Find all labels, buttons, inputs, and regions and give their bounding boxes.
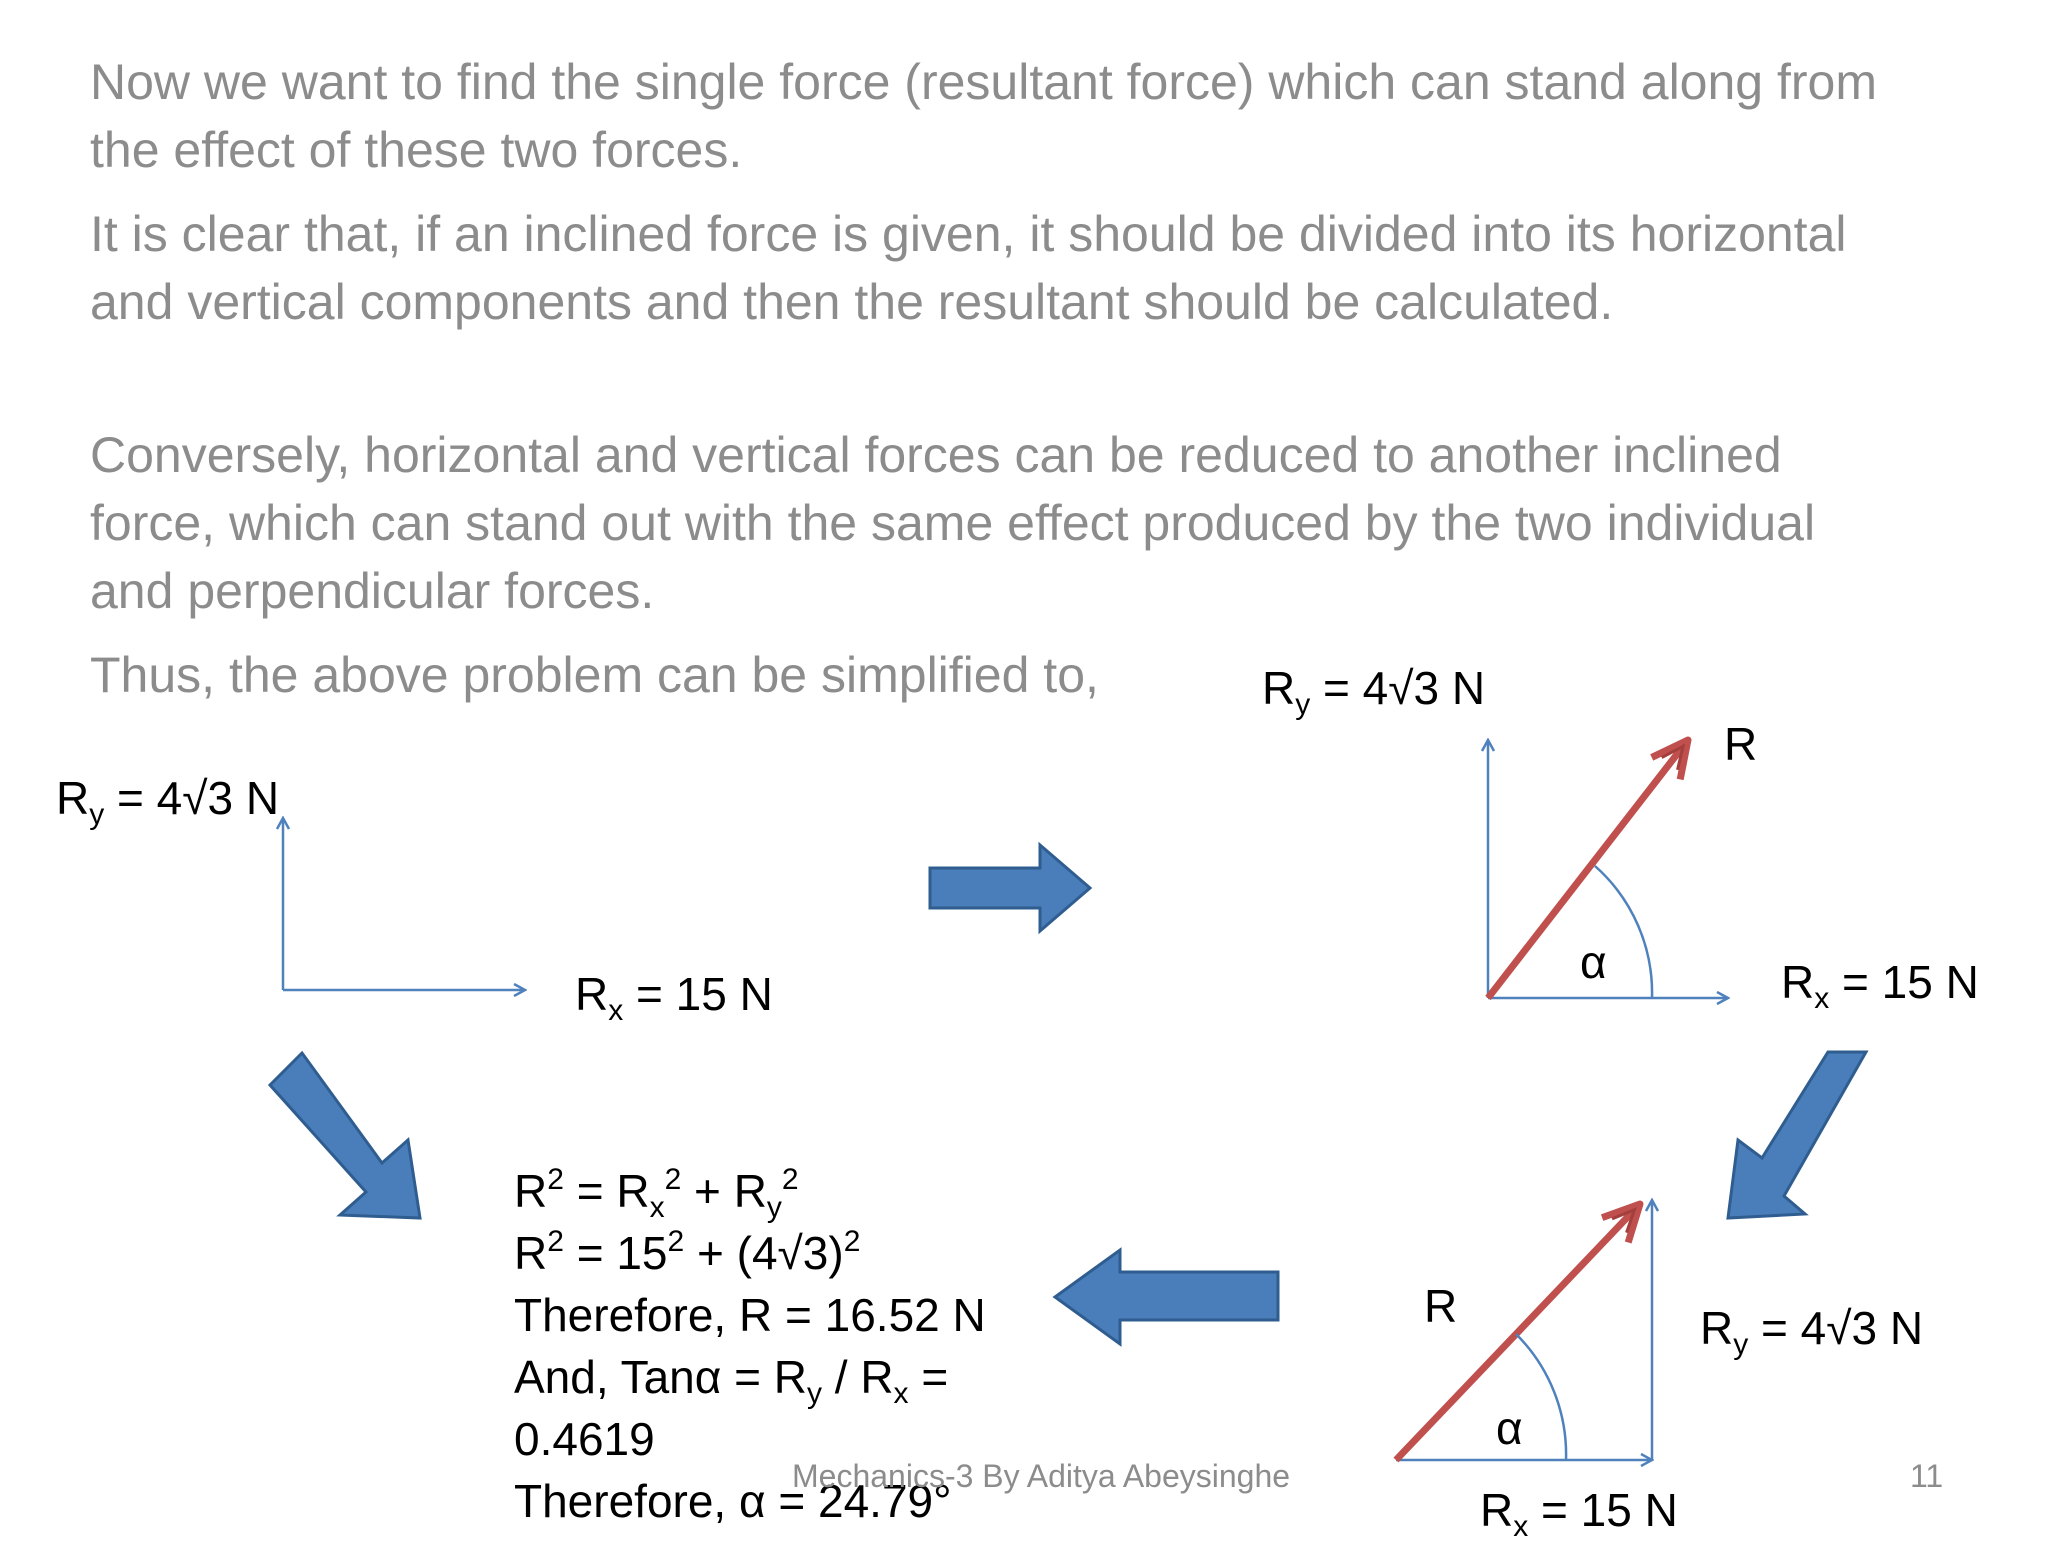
ry-label-left: $R_y = 4√3$ N bbox=[56, 772, 280, 831]
block-arrow-left bbox=[1055, 1250, 1278, 1344]
resultant-diagram-top-right bbox=[1488, 740, 1728, 998]
paragraph-simplified: Thus, the above problem can be simplified to, bbox=[90, 647, 1099, 703]
block-arrow-down-left bbox=[1728, 1052, 1866, 1218]
angle-arc bbox=[1516, 1334, 1566, 1460]
paragraph-inclined-force: It is clear that, if an inclined force is given, it should be divided into its horizontal and vertical components and then the resultant should be calculated. bbox=[90, 206, 1847, 330]
component-axes-diagram bbox=[283, 818, 525, 990]
equation-line-3: Therefore, R = 16.52 N bbox=[514, 1289, 986, 1341]
equation-line-2: $R^2 = 15^2 + (4√3)^2$ bbox=[514, 1225, 861, 1279]
alpha-label-bottom-right: α bbox=[1496, 1402, 1523, 1454]
resultant-label-bottom-right: R bbox=[1424, 1280, 1458, 1332]
rx-label-left: $R_x = 15$ N bbox=[575, 968, 773, 1027]
equation-line-1: $R^2 = R_x^2 + R_y^2$ bbox=[514, 1163, 799, 1224]
page-number: 11 bbox=[1910, 1458, 1944, 1494]
equation-line-6: Therefore, α = 24.79° bbox=[514, 1475, 952, 1527]
ry-label-top-right: $R_y = 4√3$ N bbox=[1262, 662, 1486, 721]
ry-label-bottom-right: $R_y = 4√3$ N bbox=[1700, 1302, 1924, 1361]
footer-credit: Mechanics-3 By Aditya Abeysinghe bbox=[792, 1458, 1291, 1494]
block-arrow-down-right bbox=[270, 1053, 420, 1218]
rx-label-top-right: $R_x = 15$ N bbox=[1781, 956, 1979, 1015]
block-arrow-right bbox=[930, 845, 1090, 931]
resultant-label-top-right: R bbox=[1724, 718, 1758, 770]
alpha-label-top-right: α bbox=[1580, 936, 1607, 988]
rx-label-bottom-right: $R_x = 15$ N bbox=[1480, 1484, 1678, 1543]
equation-line-5: 0.4619 bbox=[514, 1413, 655, 1465]
equation-line-4: And, $Tan\alpha = R_y / R_x$ = bbox=[514, 1351, 949, 1410]
paragraph-intro: Now we want to find the single force (resultant force) which can stand along from the effect of these two forces. bbox=[90, 54, 1877, 178]
paragraph-conversely: Conversely, horizontal and vertical forces can be reduced to another inclined force, which can stand out with the same effect produced by the two individual and perpendicular forces. bbox=[90, 427, 1816, 619]
